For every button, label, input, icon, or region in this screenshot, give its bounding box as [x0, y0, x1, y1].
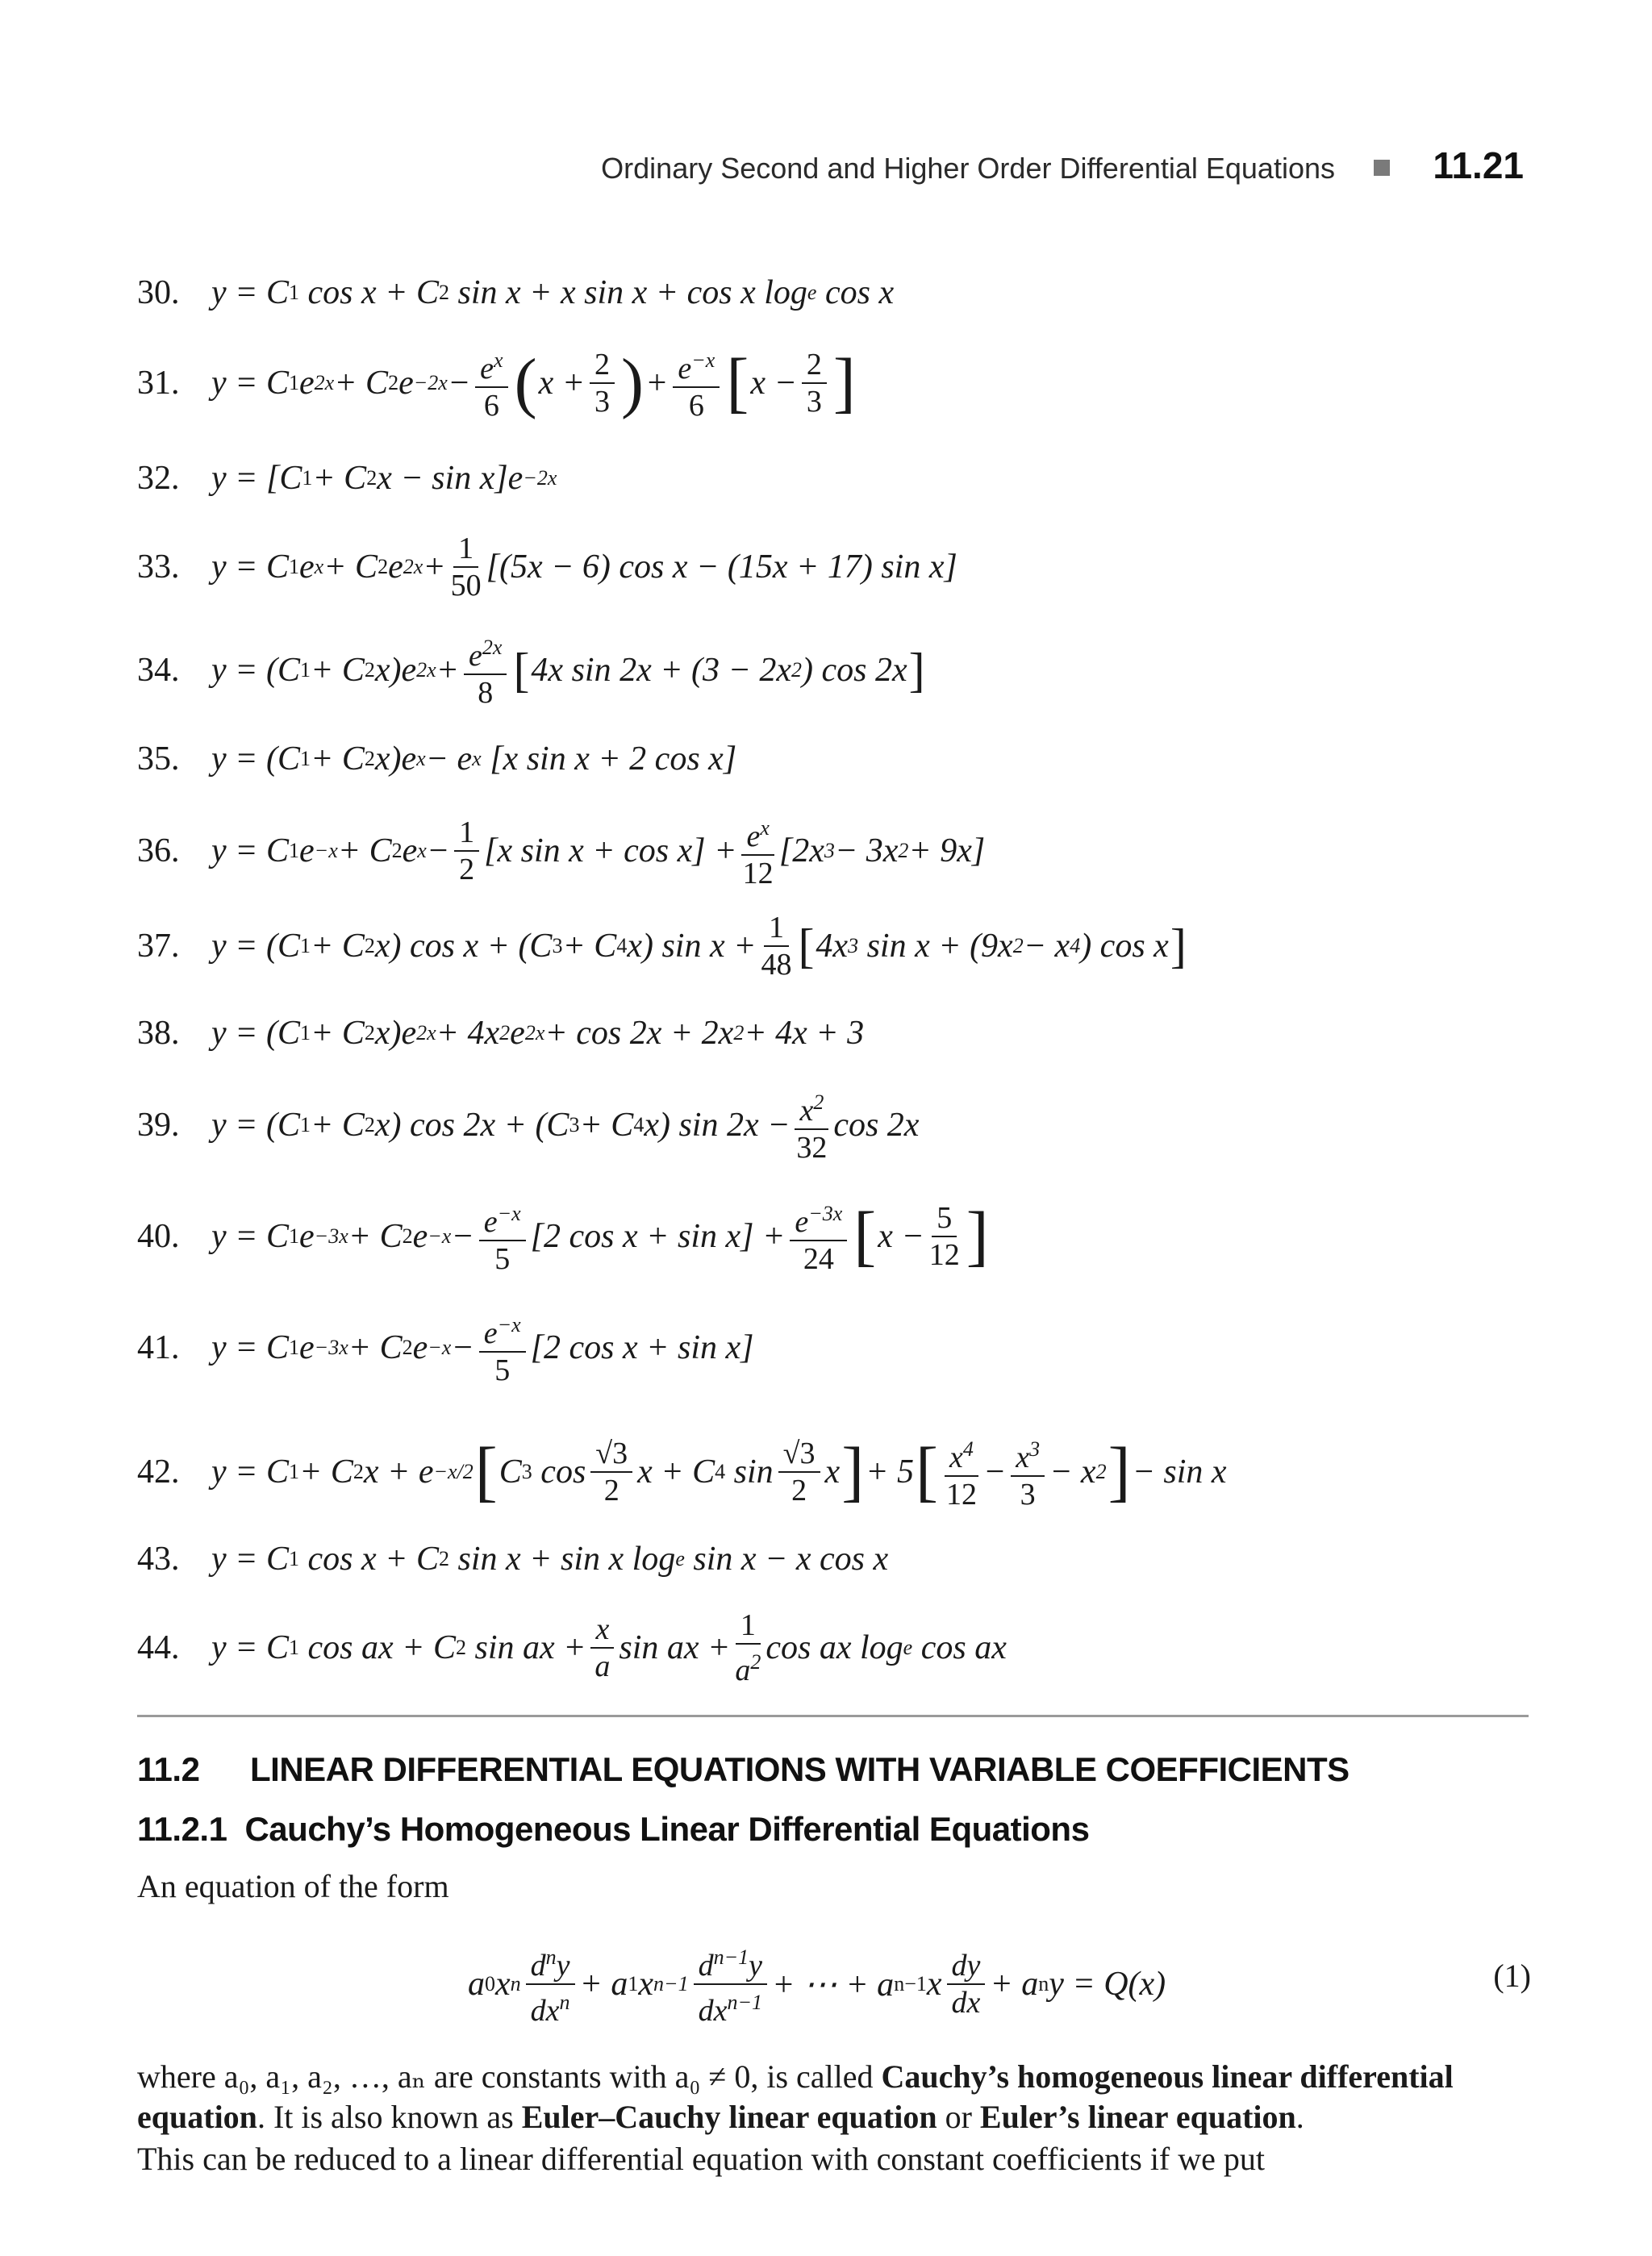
answer-number: 43.	[137, 1541, 180, 1578]
answer-number: 41.	[137, 1329, 180, 1366]
display-equation: a 0 x n $\frac{d^ny}{dx^n}$ + a 1 x n−1 $\frac{d^{n-1}y}{dx^{n-1}}$ + ⋯ + a n−1 x $\frac{dy}{dx}$ + a n y = Q(x)	[468, 1936, 1166, 2033]
section-heading	[137, 1750, 1350, 1789]
term-euler-cauchy: Euler–Cauchy linear equation	[521, 2099, 937, 2135]
answer-item	[137, 1603, 1525, 1692]
answer-number: 38.	[137, 1015, 180, 1052]
intro-paragraph: An equation of the form	[137, 1868, 449, 1904]
answer-number: 31.	[137, 365, 180, 402]
answer-equation: y = C 1 e −3x + C 2 e −x − $\frac{e^{-x}}{5}$ [2 cos x + sin x]	[211, 1303, 754, 1392]
answer-equation: y = [C 1 + C 2 x − sin x]e −2x	[211, 460, 557, 497]
subsection-title: Cauchy’s Homogeneous Linear Differential Equations	[244, 1810, 1090, 1848]
page-number: 11.21	[1433, 144, 1524, 186]
subsection-heading	[137, 1810, 1089, 1849]
answer-item	[137, 1428, 1525, 1516]
answer-equation: y = C 1 e −x + C 2 e x − $\frac{1}{2}$ [x sin x + cos x] + $\frac{e^x}{12}$ [2x 3 − 3x 2 + 9x]	[211, 807, 985, 895]
answer-item	[137, 902, 1525, 990]
answer-equation: y = (C 1 + C 2 x)e x − e x [x sin x + 2 cos x]	[211, 740, 737, 778]
answer-equation: y = C 1 cos x + C 2 sin x + sin x log e sin x − x cos x	[211, 1541, 889, 1578]
answer-equation: y = C 1 e x + C 2 e 2x + $\frac{1}{50}$ [(5x − 6) cos x − (15x + 17) sin x]	[211, 532, 957, 603]
section-number: 11.2	[137, 1750, 200, 1788]
running-head	[0, 144, 1529, 195]
answer-item	[137, 715, 1525, 803]
answer-item	[137, 248, 1525, 337]
answer-item	[137, 1192, 1525, 1281]
answer-number: 37.	[137, 928, 180, 965]
definition-text: or	[937, 2099, 980, 2135]
definition-text: . It is also known as	[257, 2099, 522, 2135]
answer-number: 39.	[137, 1107, 180, 1144]
answer-number: 35.	[137, 740, 180, 778]
answer-equation: y = (C 1 + C 2 x) cos x + (C 3 + C 4 x) sin x + $\frac{1}{48}$ [ 4x 3 sin x + (9x 2 − x 4 ) cos x ]	[211, 911, 1187, 982]
answer-number: 33.	[137, 548, 180, 586]
definition-text: .	[1295, 2099, 1304, 2135]
answer-equation: y = C 1 e −3x + C 2 e −x − $\frac{e^{-x}}{5}$ [2 cos x + sin x] + $\frac{e^{-3x}}{24}$ [ x − $\frac{5}{12}$ ]	[211, 1192, 991, 1281]
answer-item	[137, 1081, 1525, 1170]
answer-number: 32.	[137, 460, 180, 497]
answer-equation: y = (C 1 + C 2 x)e 2x + 4x 2 e 2x + cos 2x + 2x 2 + 4x + 3	[211, 1015, 865, 1052]
answer-item	[137, 1303, 1525, 1392]
answer-item	[137, 434, 1525, 523]
answer-item	[137, 339, 1525, 427]
term-euler: Euler’s linear equation	[979, 2099, 1296, 2135]
answer-equation: y = (C 1 + C 2 x)e 2x + $\frac{e^{2x}}{8}$ [ 4x sin 2x + (3 − 2x 2 ) cos 2x ]	[211, 626, 927, 715]
answer-item	[137, 989, 1525, 1078]
square-bullet-icon	[1374, 160, 1390, 176]
answer-equation: y = (C 1 + C 2 x) cos 2x + (C 3 + C 4 x) sin 2x − $\frac{x^2}{32}$ cos 2x	[211, 1081, 919, 1170]
answer-equation: y = C 1 cos ax + C 2 sin ax + $\frac{x}{a}$ sin ax + $\frac{1}{a^2}$ cos ax log e cos ax	[211, 1608, 1007, 1687]
running-title: Ordinary Second and Higher Order Differential Equations	[601, 152, 1335, 185]
answer-number: 36.	[137, 832, 180, 869]
answer-number: 44.	[137, 1629, 180, 1666]
answer-item	[137, 807, 1525, 895]
definition-paragraph	[137, 2057, 1533, 2137]
answer-number: 30.	[137, 274, 180, 311]
answer-item	[137, 626, 1525, 715]
answer-item	[137, 523, 1525, 611]
equation-number: (1)	[1493, 1958, 1531, 1994]
answer-number: 34.	[137, 652, 180, 689]
answer-equation: y = C 1 + C 2 x + e −x/2 [ C 3 cos $\frac{√3}{2}$ x + C 4 sin $\frac{√3}{2}$ x ] + 5 [ $\frac{x^4}{12}$ − $\frac{x^3}{3}$ − x 2 ] − sin x	[211, 1428, 1227, 1516]
reduction-paragraph: This can be reduced to a linear differential equation with constant coefficients if we put	[137, 2141, 1266, 2177]
section-divider	[137, 1715, 1529, 1717]
term-cauchy: Cauchy’s homogeneous linear differential equation	[137, 2058, 1454, 2135]
definition-text: where a₀, a₁, a₂, …, aₙ are constants with a₀ ≠ 0, is called	[137, 2058, 882, 2095]
answer-number: 40.	[137, 1218, 180, 1255]
answer-item	[137, 1515, 1525, 1603]
answer-number: 42.	[137, 1453, 180, 1491]
answer-equation: y = C 1 cos x + C 2 sin x + x sin x + cos x log e cos x	[211, 274, 895, 311]
section-title: LINEAR DIFFERENTIAL EQUATIONS WITH VARIABLE COEFFICIENTS	[250, 1750, 1350, 1788]
answer-equation: y = C 1 e 2x + C 2 e −2x − $\frac{e^x}{6}$ ( x + $\frac{2}{3}$ ) + $\frac{e^{-x}}{6}$ [ x − $\frac{2}{3}$ ]	[211, 339, 857, 427]
subsection-number: 11.2.1	[137, 1810, 227, 1848]
